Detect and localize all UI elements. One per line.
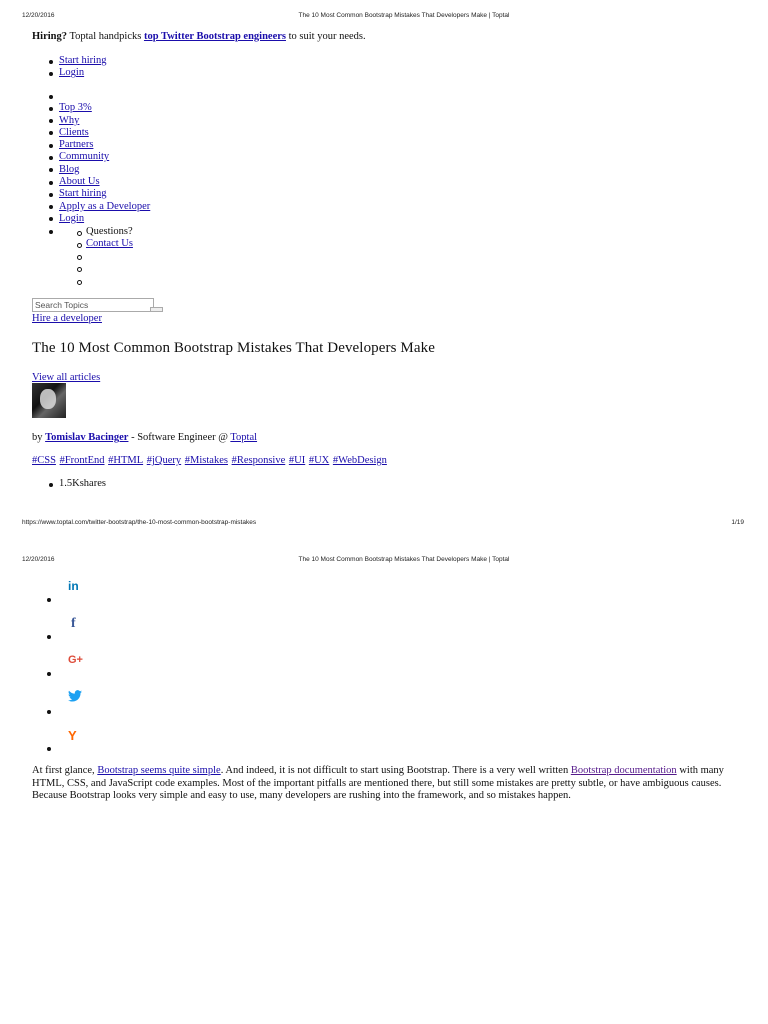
bootstrap-simple-link[interactable]: Bootstrap seems quite simple	[97, 765, 221, 776]
facebook-icon[interactable]: f	[71, 616, 76, 631]
bootstrap-docs-link[interactable]: Bootstrap documentation	[570, 765, 677, 776]
list-item	[32, 275, 133, 287]
tag-mistakes[interactable]: #Mistakes	[184, 455, 228, 466]
nav-login[interactable]: Login	[59, 212, 85, 224]
list-item	[32, 251, 133, 263]
byline	[32, 432, 257, 443]
print-footer	[0, 519, 768, 531]
list-item	[32, 90, 150, 102]
list-bullet	[47, 598, 51, 602]
main-nav	[32, 90, 150, 238]
tag-ux[interactable]: #UX	[308, 455, 330, 466]
list-item	[32, 213, 150, 225]
tag-html[interactable]: #HTML	[108, 455, 144, 466]
print-header	[0, 12, 768, 24]
nav-blog[interactable]: Blog	[59, 163, 80, 175]
top-links	[32, 55, 107, 80]
print-url: https://www.toptal.com/twitter-bootstrap/the-10-most-common-bootstrap-mistakes	[22, 519, 257, 526]
tag-css[interactable]: #CSS	[32, 455, 56, 466]
company-link[interactable]: Toptal	[230, 432, 258, 443]
hiring-text: Toptal handpicks	[67, 31, 144, 42]
list-item	[32, 67, 107, 79]
nav-top3[interactable]: Top 3%	[59, 102, 92, 114]
list-item	[32, 115, 150, 127]
list-item	[32, 164, 150, 176]
tag-jquery[interactable]: #jQuery	[146, 455, 182, 466]
questions-label: Questions?	[86, 226, 133, 237]
list-item	[32, 226, 133, 238]
list-item	[32, 188, 150, 200]
list-item	[32, 201, 150, 213]
print-date: 12/20/2016	[22, 12, 55, 19]
share-count: 1.5Kshares	[59, 478, 106, 489]
list-item	[32, 478, 106, 490]
list-item	[32, 127, 150, 139]
intro-paragraph	[32, 765, 732, 803]
tag-list	[32, 455, 388, 466]
nav-about-us[interactable]: About Us	[59, 176, 100, 188]
hiring-label: Hiring?	[32, 31, 68, 42]
hire-developer-link[interactable]: Hire a developer	[32, 313, 102, 324]
tag-webdesign[interactable]: #WebDesign	[332, 455, 387, 466]
googleplus-icon[interactable]: G+	[68, 654, 83, 666]
hiring-text-end: to suit your needs.	[285, 31, 366, 42]
linkedin-icon[interactable]: in	[68, 579, 79, 593]
print-page-number: 1/19	[731, 519, 744, 526]
print-date: 12/20/2016	[22, 556, 55, 563]
tag-frontend[interactable]: #FrontEnd	[59, 455, 105, 466]
para-text: At first glance,	[32, 765, 98, 776]
list-bullet	[47, 710, 51, 714]
list-bullet	[47, 672, 51, 676]
nav-clients[interactable]: Clients	[59, 126, 89, 138]
search-button[interactable]	[150, 307, 163, 312]
print-title: The 10 Most Common Bootstrap Mistakes That Developers Make | Toptal	[298, 556, 510, 563]
para-text: . And indeed, it is not difficult to start using Bootstrap. There is a very well written	[220, 765, 571, 776]
nav-why[interactable]: Why	[59, 114, 80, 126]
list-item	[32, 102, 150, 114]
byline-by: by	[32, 432, 46, 443]
list-item	[32, 151, 150, 163]
list-item	[32, 176, 150, 188]
list-item	[32, 55, 107, 67]
contact-us-link[interactable]: Contact Us	[86, 238, 133, 250]
nav-start-hiring[interactable]: Start hiring	[59, 188, 107, 200]
byline-role: - Software Engineer @	[128, 432, 231, 443]
share-count-list	[32, 478, 106, 490]
start-hiring-link[interactable]: Start hiring	[59, 55, 107, 66]
list-bullet	[47, 747, 51, 751]
print-title: The 10 Most Common Bootstrap Mistakes That Developers Make | Toptal	[298, 12, 510, 19]
nav-community[interactable]: Community	[59, 151, 110, 163]
avatar[interactable]	[32, 383, 66, 418]
list-item	[32, 139, 150, 151]
list-bullet	[47, 635, 51, 639]
print-header	[0, 556, 768, 568]
para-text: with many HTML, CSS, and JavaScript code examples. Most of the important pitfalls are mentioned there, but still some mistakes are pretty subtle, or have ambiguous causes. Because Bootstrap looks very simple and easy to use, many developers are rushing into the framework, and so mistakes happen.	[32, 765, 724, 801]
twitter-icon[interactable]	[68, 690, 82, 702]
login-link[interactable]: Login	[59, 67, 85, 79]
search-input[interactable]: Search Topics	[32, 298, 154, 312]
tag-responsive[interactable]: #Responsive	[231, 455, 286, 466]
hiring-banner	[32, 31, 366, 42]
list-item	[32, 263, 133, 275]
hackernews-icon[interactable]: Y	[68, 728, 77, 743]
author-link[interactable]: Tomislav Bacinger	[45, 432, 129, 443]
nav-partners[interactable]: Partners	[59, 139, 94, 151]
tag-ui[interactable]: #UI	[288, 455, 306, 466]
list-item	[32, 238, 133, 250]
hiring-link[interactable]: top Twitter Bootstrap engineers	[143, 31, 286, 42]
sub-nav	[32, 226, 133, 287]
nav-apply-developer[interactable]: Apply as a Developer	[59, 200, 151, 212]
article-title: The 10 Most Common Bootstrap Mistakes That Developers Make	[32, 340, 435, 356]
view-all-articles-link[interactable]: View all articles	[32, 372, 101, 383]
